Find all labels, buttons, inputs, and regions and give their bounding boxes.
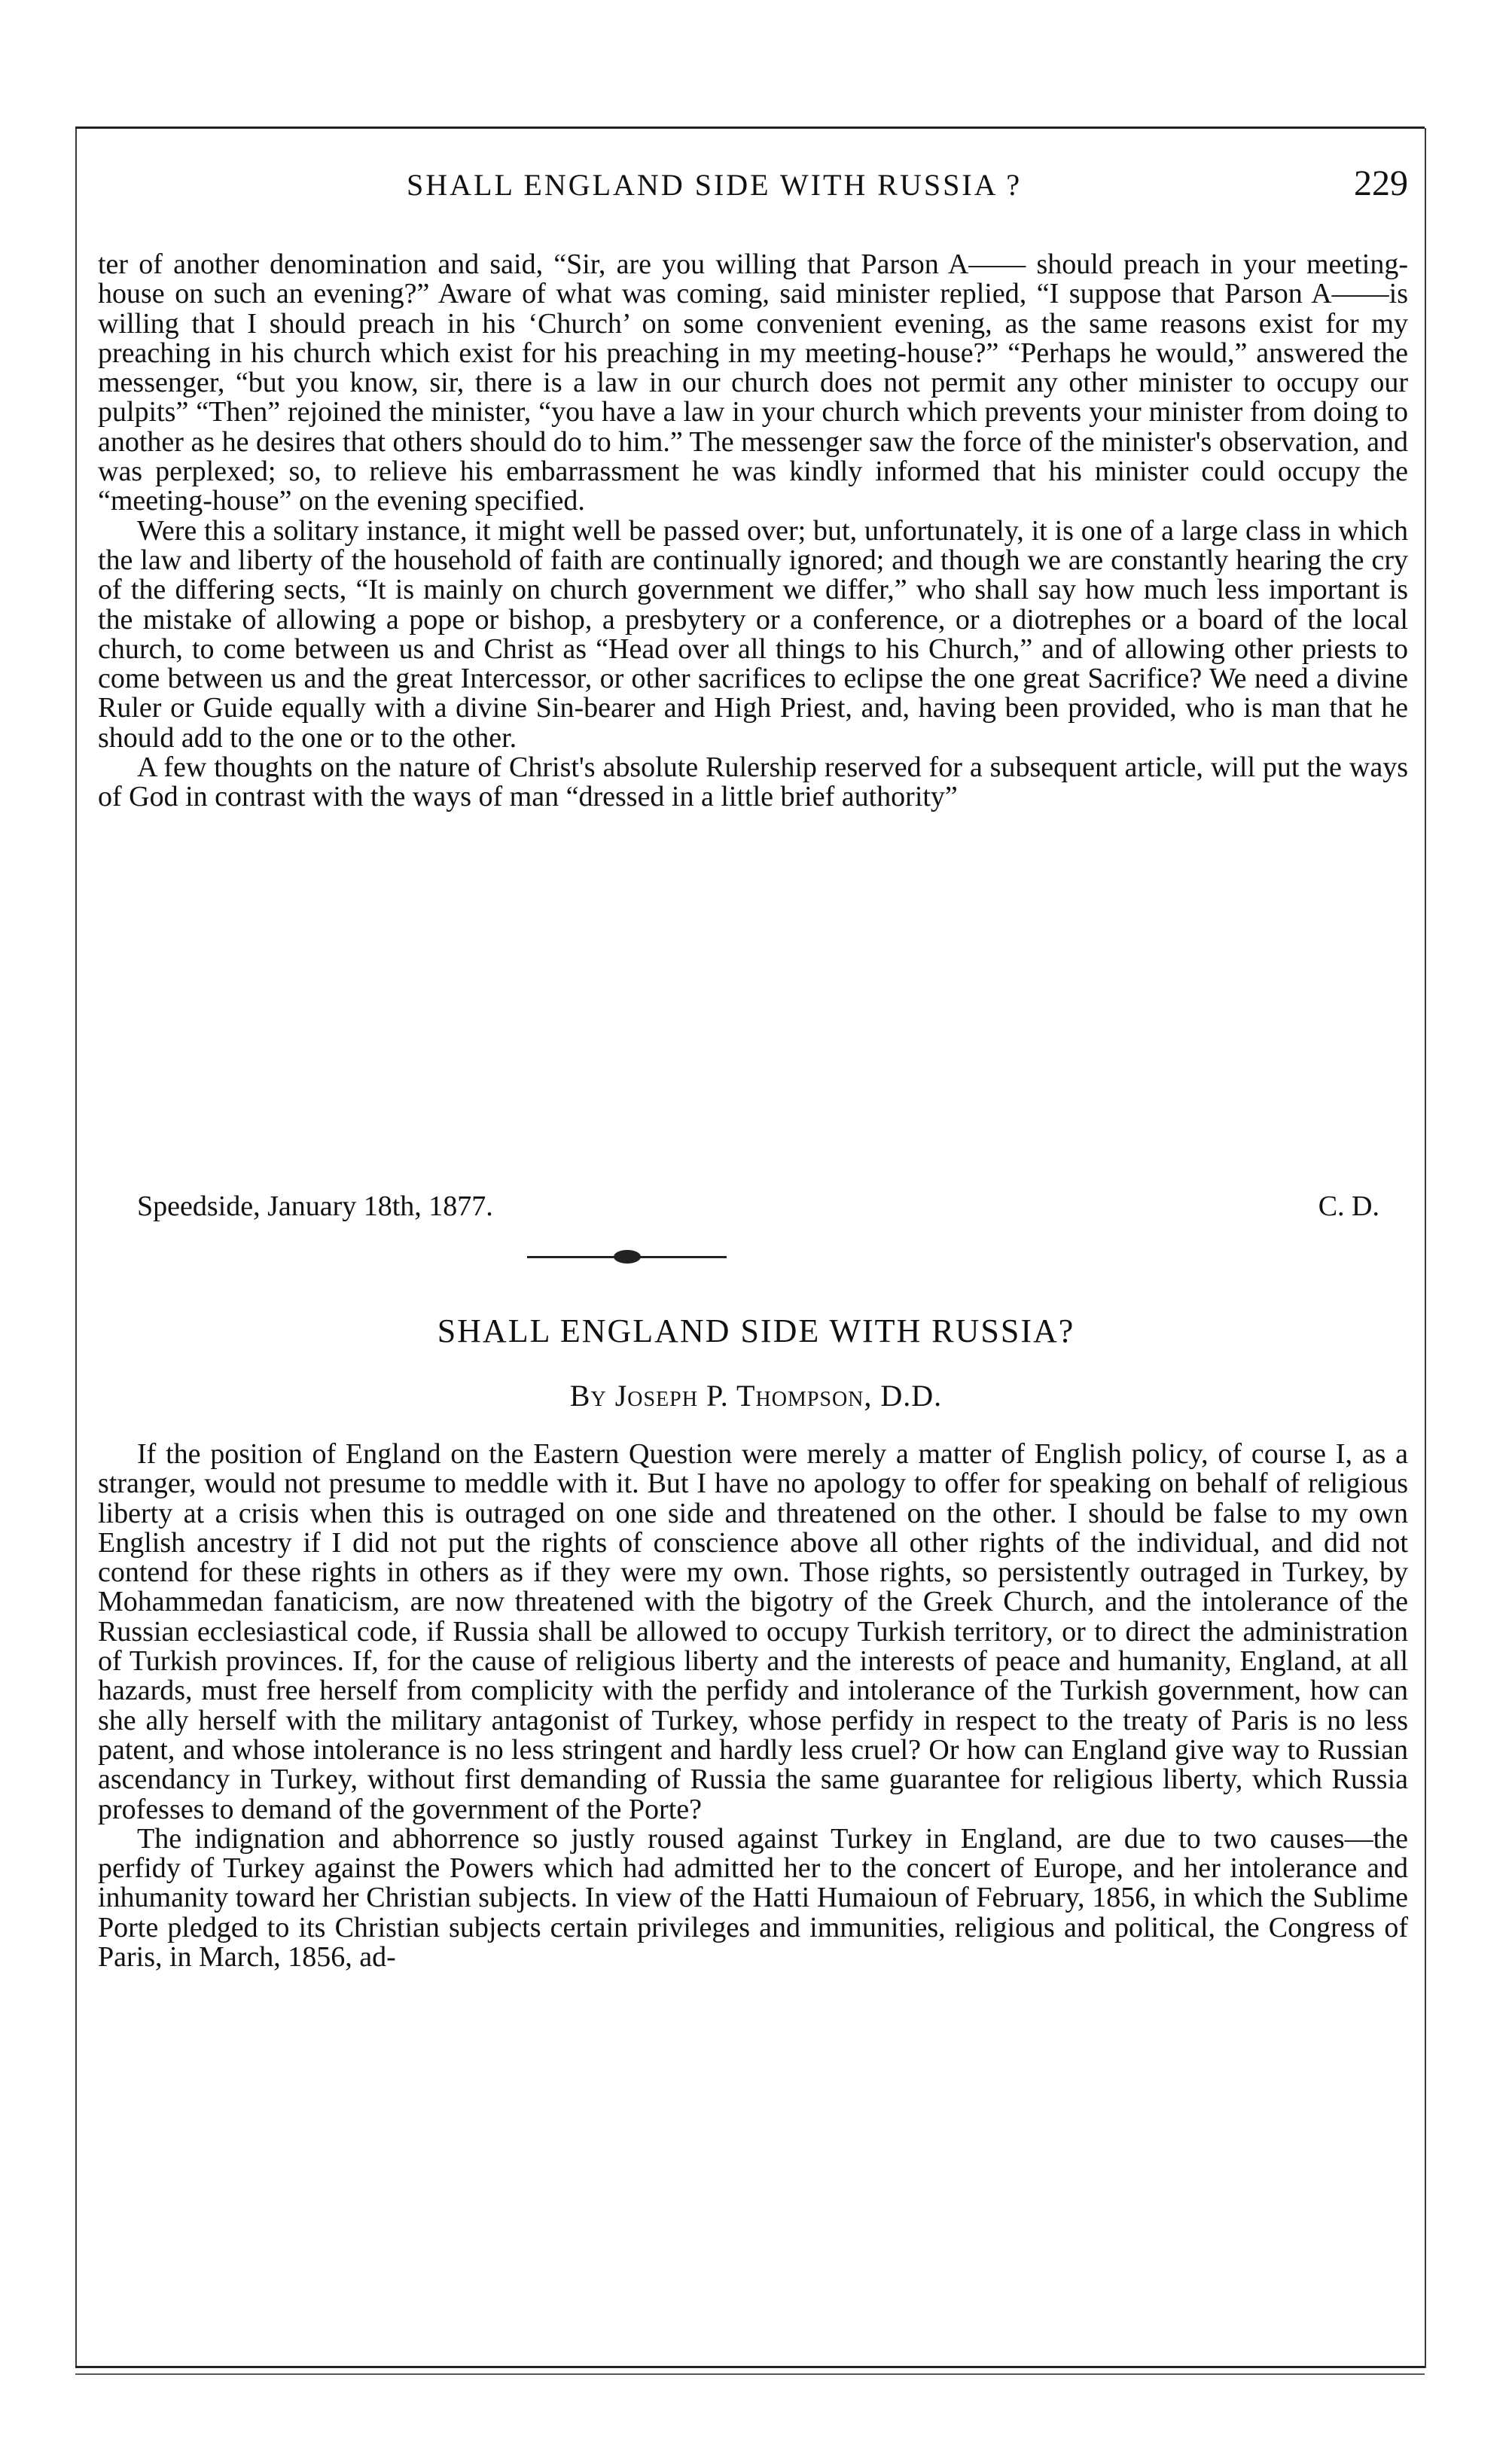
footer-rule (75, 2366, 1425, 2368)
previous-article-text (98, 250, 1408, 812)
article-title: SHALL ENGLAND SIDE WITH RUSSIA? (437, 1312, 1075, 1349)
header-rule (75, 127, 1425, 129)
author-initials: C. D. (1318, 1190, 1379, 1222)
running-header (98, 163, 1408, 212)
divider-ornament (614, 1250, 641, 1264)
footer-rule-secondary (75, 2373, 1425, 2375)
paragraph: If the position of England on the Eastern Question were merely a matter of English policy, of course I, as a stranger, would not presume to meddle with it. But I have no apology to offer for speaking on behalf of religious liberty at a crisis when this is outraged on one side and threatened on the other. I should be false to my own English ancestry if I did not put the rights of conscience above all other rights of the individual, and did not contend for these rights in others as if they were my own. Those rights, so persistently outraged in Turkey, by Mohammedan fanaticism, are now threatened with the bigotry of the Greek Church, and the intolerance of the Russian ecclesiastical code, if Russia shall be allowed to occupy Turkish territory, or to direct the administration of Turkish provinces. If, for the cause of religious liberty and the interests of peace and humanity, England, at all hazards, must free herself from complicity with the perfidy and intolerance of the Turkish government, how can she ally herself with the military antagonist of Turkey, whose perfidy in respect to the treaty of Paris is no less patent, and whose intolerance is no less stringent and hardly less cruel? Or how can England give way to Russian ascendancy in Turkey, without first demanding of Russia the same guarantee for religious liberty, which Russia professes to demand of the government of the Porte? (98, 1438, 1408, 1825)
page-number: 229 (1354, 163, 1408, 203)
article-body (98, 1440, 1408, 1972)
paragraph: Were this a solitary instance, it might well be passed over; but, unfortunately, it is one of a large class in which the law and liberty of the household of faith are continually ignored; and though we are constantly hearing the cry of the differing sects, “It is mainly on church government we differ,” who shall say how much less important is the mistake of allowing a pope or bishop, a presbytery or a conference, or a diotrephes or a board of the local church, to come between us and Christ as “Head over all things to his Church,” and of allowing other priests to come between us and the great Intercessor, or other sacrifices to eclipse the one great Sacrifice? We need a divine Ruler or Guide equally with a divine Sin-bearer and High Priest, and, having been provided, who is man that he should add to the one or to the other. (98, 514, 1408, 754)
paragraph: ter of another denomination and said, “Sir, are you willing that Parson A—— should preach in your meeting-house on such an evening?” Aware of what was coming, said minister replied, “I suppose that Parson A——is willing that I should preach in his ‘Church’ on some convenient evening, as the same reasons exist for my preaching in his church which exist for his preaching in my meeting-house?” “Perhaps he would,” answered the messenger, “but you know, sir, there is a law in our church does not permit any other minister to occupy our pulpits” “Then” rejoined the minister, “you have a law in your church which prevents your minister from doing to another as he desires that others should do to him.” The messenger saw the force of the minister's observation, and was perplexed; so, to relieve his embarrassment he was kindly informed that his minister could occupy the “meeting-house” on the evening specified. (98, 248, 1408, 517)
running-title: SHALL ENGLAND SIDE WITH RUSSIA ? (407, 168, 1023, 202)
place-date: Speedside, January 18th, 1877. (137, 1190, 493, 1222)
paragraph: A few thoughts on the nature of Christ's absolute Rulership reserved for a subsequent article, will put the ways of God in contrast with the ways of man “dressed in a little brief authority” (98, 751, 1408, 813)
byline: By Joseph P. Thompson, D.D. (569, 1379, 943, 1413)
paragraph: The indignation and abhorrence so justly roused against Turkey in England, are due to two causes—the perfidy of Turkey against the Powers which had admitted her to the concert of Europe, and her intolerance and inhumanity toward her Christian subjects. In view of the Hatti Humaioun of February, 1856, in which the Sublime Porte pledged to its Christian subjects certain privileges and immunities, religious and political, the Congress of Paris, in March, 1856, ad- (98, 1822, 1408, 1974)
